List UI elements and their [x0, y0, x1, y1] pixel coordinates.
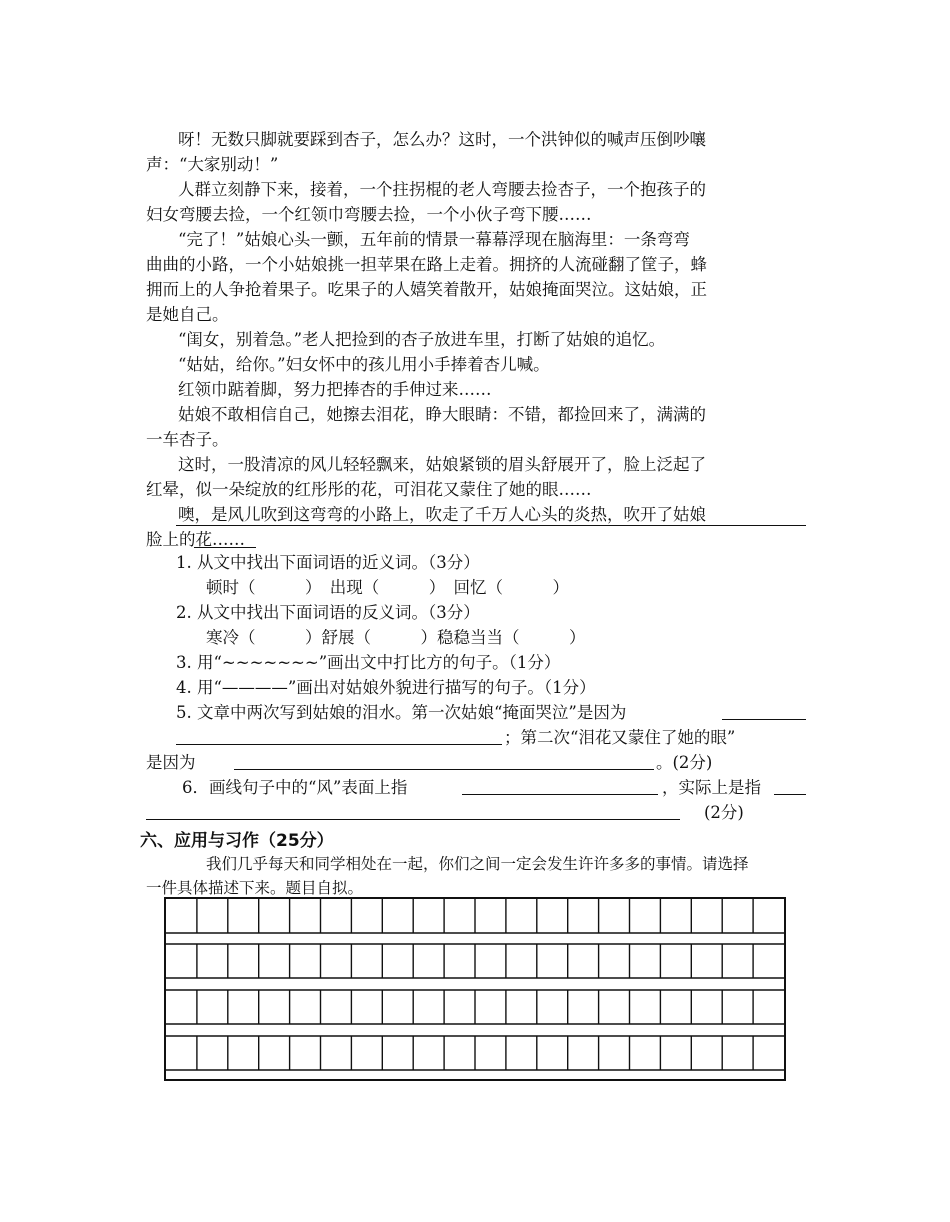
question-5-text: 是因为	[146, 753, 196, 772]
question-1: 1. 从文中找出下面词语的近义词。（3分）	[176, 553, 480, 572]
passage-line: 声：“大家别动！”	[146, 155, 279, 174]
question-2-blanks[interactable]: 寒冷（ ）舒展（ ）稳稳当当（ ）	[206, 628, 586, 647]
question-1-blanks[interactable]: 顿时（ ） 出现（ ） 回忆（ ）	[206, 578, 569, 597]
passage-line: “姑姑，给你。”妇女怀中的孩儿用小手捧着杏儿喊。	[178, 355, 550, 374]
question-6-score: (2分)	[704, 803, 744, 822]
writing-prompt: 一件具体描述下来。题目自拟。	[146, 879, 364, 897]
passage-line: “闺女，别着急。”老人把捡到的杏子放进车里，打断了姑娘的追忆。	[178, 330, 666, 349]
sentence-underline	[194, 547, 256, 548]
question-4: 4. 用“————”画出对姑娘外貌进行描写的句子。（1分）	[176, 678, 596, 697]
question-6-text: ，实际上是指	[662, 778, 761, 797]
passage-line: 红晕，似一朵绽放的红彤彤的花，可泪花又蒙住了她的眼……	[146, 480, 592, 499]
question-6-text: 6．画线句子中的“风”表面上指	[182, 778, 408, 797]
passage-line: 这时，一股清凉的风儿轻轻飘来，姑娘紧锁的眉头舒展开了，脸上泛起了	[178, 455, 706, 474]
question-2: 2. 从文中找出下面词语的反义词。（3分）	[176, 603, 480, 622]
answer-blank[interactable]	[462, 794, 658, 795]
section-title: 六、应用与习作（25分）	[140, 831, 334, 851]
answer-blank[interactable]	[722, 719, 806, 720]
composition-grid[interactable]	[164, 897, 786, 1081]
answer-blank[interactable]	[176, 744, 502, 745]
passage-line: 曲曲的小路，一个小姑娘挑一担苹果在路上走着。拥挤的人流碰翻了筐子，蜂	[146, 255, 707, 274]
answer-blank[interactable]	[146, 819, 680, 820]
sentence-underline	[176, 525, 806, 526]
underlined-sentence-line: 噢，是风儿吹到这弯弯的小路上，吹走了千万人心头的炎热，吹开了姑娘	[178, 505, 706, 524]
passage-line: 姑娘不敢相信自己，她擦去泪花，睁大眼睛：不错，都捡回来了，满满的	[178, 405, 706, 424]
passage-line: 人群立刻静下来，接着，一个拄拐棍的老人弯腰去捡杏子，一个抱孩子的	[178, 180, 706, 199]
answer-blank[interactable]	[234, 769, 654, 770]
passage-line: 红领巾踮着脚，努力把捧杏的手伸过来……	[178, 380, 492, 399]
answer-blank[interactable]	[774, 794, 806, 795]
passage-line: 妇女弯腰去捡，一个红领巾弯腰去捡，一个小伙子弯下腰……	[146, 205, 592, 224]
passage-line: 拥而上的人争抢着果子。吃果子的人嬉笑着散开，姑娘掩面哭泣。这姑娘，正	[146, 280, 707, 299]
question-3: 3. 用“~~~~~~~”画出文中打比方的句子。（1分）	[176, 653, 561, 672]
writing-prompt: 我们几乎每天和同学相处在一起，你们之间一定会发生许许多多的事情。请选择	[206, 855, 749, 873]
question-5-text: 5. 文章中两次写到姑娘的泪水。第一次姑娘“掩面哭泣”是因为	[176, 703, 627, 722]
question-5-score: 。(2分)	[656, 753, 713, 772]
passage-line: 呀！无数只脚就要踩到杏子，怎么办？这时，一个洪钟似的喊声压倒吵嚷	[178, 130, 706, 149]
underlined-sentence-line: 脸上的花……	[146, 530, 245, 549]
passage-line: “完了！”姑娘心头一颤，五年前的情景一幕幕浮现在脑海里：一条弯弯	[178, 230, 690, 249]
passage-line: 是她自己。	[146, 305, 229, 324]
composition-grid-lines	[166, 899, 784, 1079]
question-5-text: ；第二次“泪花又蒙住了她的眼”	[504, 728, 736, 747]
passage-line: 一车杏子。	[146, 430, 229, 449]
